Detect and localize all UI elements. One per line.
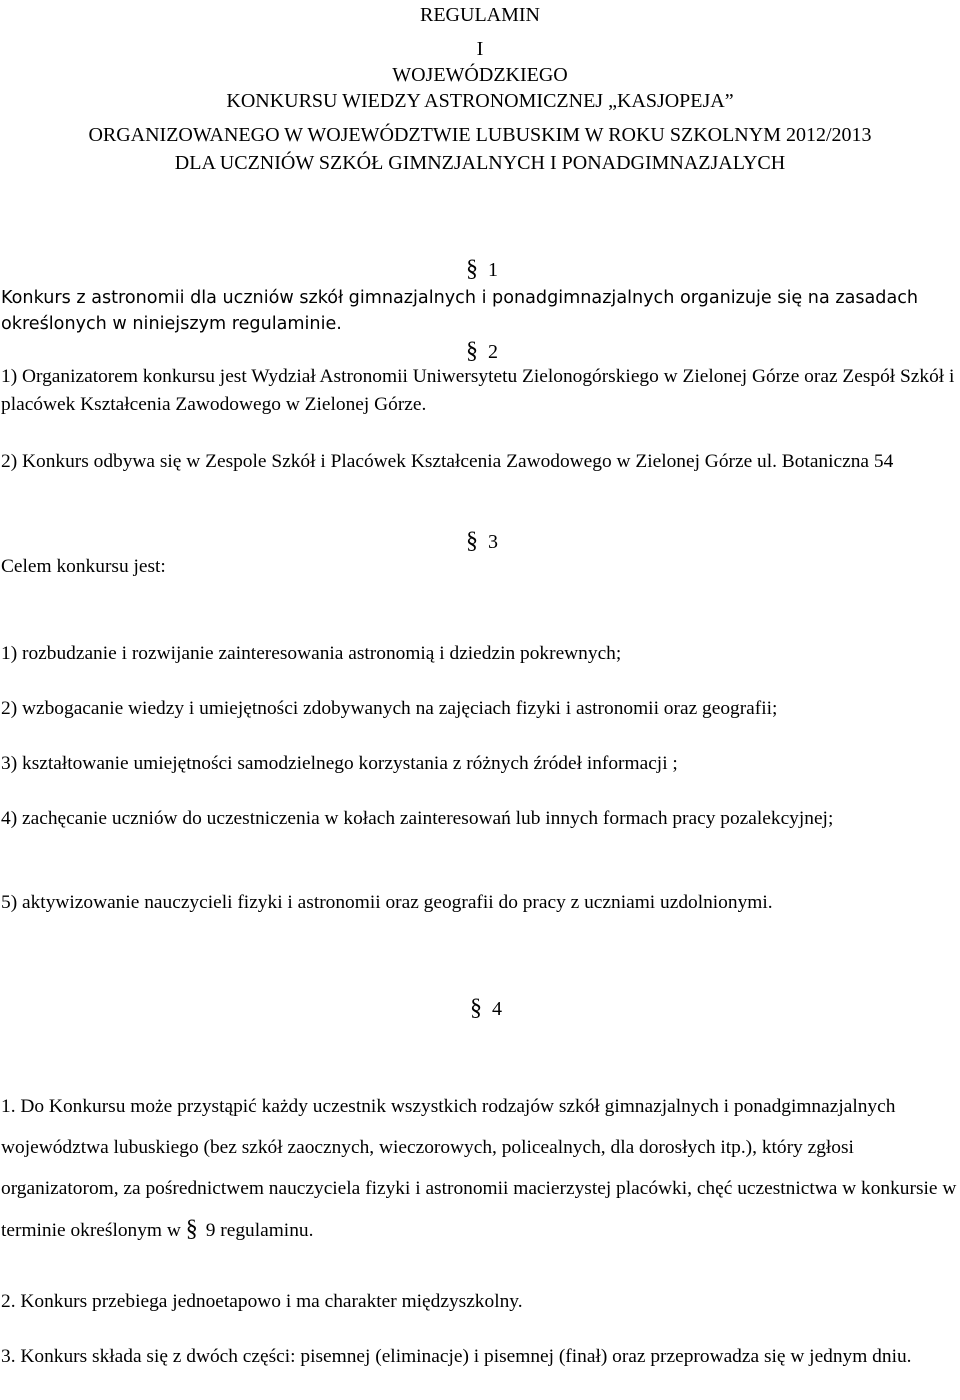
title-wojewodzkiego: WOJEWÓDZKIEGO xyxy=(392,64,568,86)
section-4-paragraph-1: 1. Do Konkursu może przystąpić każdy uczestnik wszystkich rodzajów szkół gimnazjalnych i ponadgimnazjalnych województwa lubuskiego (bez szkół zaocznych, wieczorowych, policealnych, dla dorosłych itp.), który zgłosi organizatorom, za pośrednictwem nauczyciela fizyki i astronomii macierzystej placówki, chęć uczestnictwa w konkursie w terminie określonym w § 9 regulaminu. xyxy=(1,1096,957,1242)
section-2-paragraph-2: 2) Konkurs odbywa się w Zespole Szkół i Placówek Kształcenia Zawodowego w Zielonej Górze ul. Botaniczna 54 xyxy=(1,451,894,472)
section-3-intro: Celem konkursu jest: xyxy=(1,556,166,577)
title-edition-number: I xyxy=(476,38,484,60)
section-symbol-icon: § xyxy=(470,995,482,1021)
section-1-heading: § 1 xyxy=(466,256,498,282)
section-2-paragraph-1: 1) Organizatorem konkursu jest Wydział Astronomii Uniwersytetu Zielonogórskiego w Zielonej Górze oraz Zespół Szkół i placówek Kształcenia Zawodowego w Zielonej Górze. xyxy=(1,366,955,415)
section-3-item-5: 5) aktywizowanie nauczycieli fizyki i astronomii oraz geografii do pracy z uczniami uzdolnionymi. xyxy=(1,892,773,913)
section-4-paragraph-2: 2. Konkurs przebiega jednoetapowo i ma charakter międzyszkolny. xyxy=(1,1291,523,1312)
title-regulamin: REGULAMIN xyxy=(420,4,540,26)
section-symbol-icon: § xyxy=(466,338,478,364)
section-3-item-1: 1) rozbudzanie i rozwijanie zainteresowania astronomią i dziedzin pokrewnych; xyxy=(1,643,622,664)
title-konkurs-name: KONKURSU WIEDZY ASTRONOMICZNEJ „KASJOPEJA” xyxy=(226,90,734,112)
section-1-text: Konkurs z astronomii dla uczniów szkół gimnazjalnych i ponadgimnazjalnych organizuje się na zasadach określonych w niniejszym regulaminie. xyxy=(1,288,919,334)
section-4-paragraph-3: 3. Konkurs składa się z dwóch części: pisemnej (eliminacje) i pisemnej (finał) oraz przeprowadza się w jednym dniu. xyxy=(1,1346,912,1367)
title-dla-uczniow: DLA UCZNIÓW SZKÓŁ GIMNZJALNYCH I PONADGIMNAZJALYCH xyxy=(174,152,786,174)
section-3-item-2: 2) wzbogacanie wiedzy i umiejętności zdobywanych na zajęciach fizyki i astronomii oraz geografii; xyxy=(1,698,778,719)
section-symbol-icon: § xyxy=(185,1216,198,1242)
section-3-item-4: 4) zachęcanie uczniów do uczestniczenia w kołach zainteresowań lub innych formach pracy pozalekcyjnej; xyxy=(1,808,834,829)
section-3-item-3: 3) kształtowanie umiejętności samodzielnego korzystania z różnych źródeł informacji ; xyxy=(1,753,678,774)
section-symbol-icon: § xyxy=(466,256,478,282)
title-organizowanego: ORGANIZOWANEGO W WOJEWÓDZTWIE LUBUSKIM W ROKU SZKOLNYM 2012/2013 xyxy=(88,124,872,146)
section-4-heading: § 4 xyxy=(470,995,502,1021)
section-2-heading: § 2 xyxy=(466,338,498,364)
section-3-heading: § 3 xyxy=(466,528,498,554)
section-symbol-icon: § xyxy=(466,528,478,554)
